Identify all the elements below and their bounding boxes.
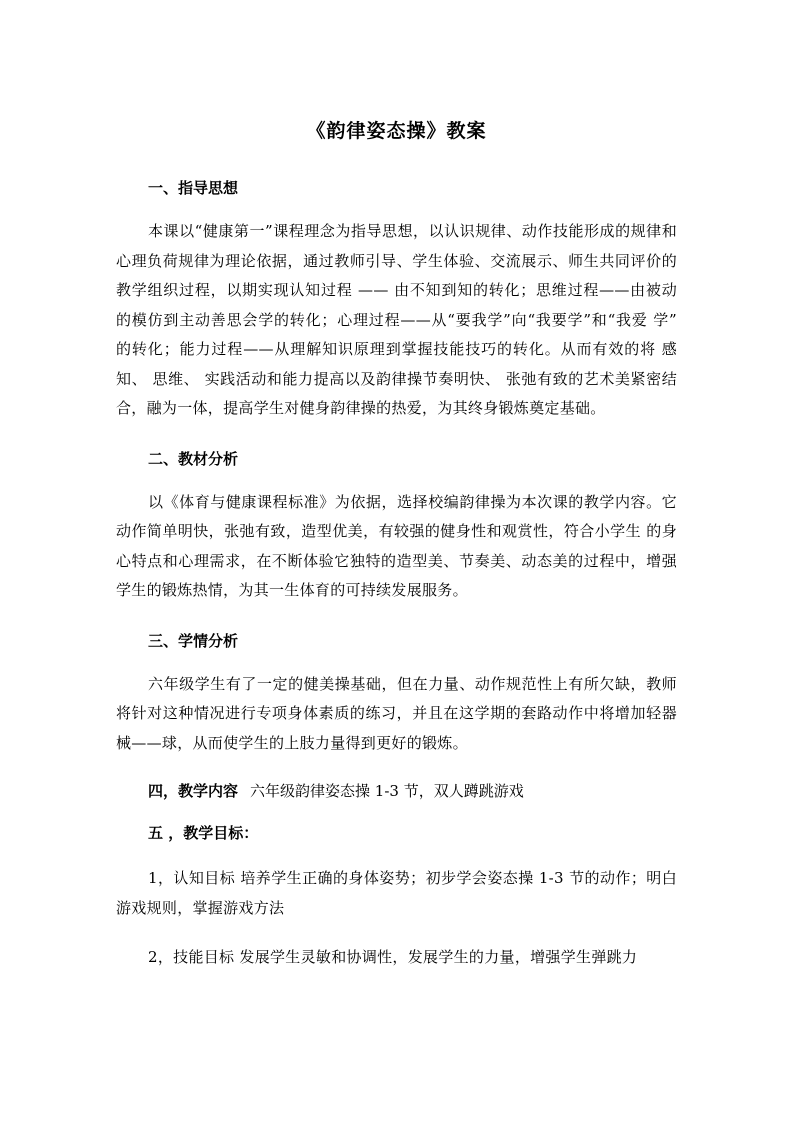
section-body-material-analysis: 以《体育与健康课程标准》为依据，选择校编韵律操为本次课的教学内容。它动作简单明快，张弛有致，造型优美，有较强的健身性和观赏性，符合小学生 的身心特点和心理需求，在不断体验它独特的造型美、节奏美、动态美的过程中，增强学生的锻炼热情，为其一生体育的可持续发展服务。 — [116, 492, 677, 599]
goal-skill: 2，技能目标 发展学生灵敏和协调性，发展学生的力量，增强学生弹跳力 — [148, 948, 638, 966]
section-heading-guiding-ideology: 一、指导思想 — [148, 179, 239, 197]
section-body-guiding-ideology: 本课以“健康第一”课程理念为指导思想，以认识规律、动作技能形成的规律和心理负荷规律为理论依据，通过教师引导、学生体验、交流展示、师生共同评价的教学组织过程，以期实现认知过程 —— 由不知到知的转化；思维过程——由被动 的模仿到主动善思会学的转化；心理过程——从“要我学”向“我要学”和“我爱 学” 的转化；能力过程——从理解知识原理到掌握技能技巧的转化。从而有效的将 感知、 思维、 实践活动和能力提高以及韵律操节奏明快、 张弛有致的艺术美紧密结 合，融为一体，提高学生对健身韵律操的热爱，为其终身锻炼奠定基础。 — [116, 222, 677, 417]
section-value-teaching-content: 六年级韵律姿态操 1-3 节，双人蹲跳游戏 — [250, 782, 524, 800]
section-teaching-content — [116, 780, 677, 802]
section-heading-material-analysis: 二、教材分析 — [148, 449, 239, 468]
section-body-student-analysis: 六年级学生有了一定的健美操基础，但在力量、动作规范性上有所欠缺，教师将针对这种情况进行专项身体素质的练习，并且在这学期的套路动作中将增加轻器械——球，从而使学生的上肢力量得到更好的锻炼。 — [116, 674, 677, 752]
section-heading-student-analysis: 三、学情分析 — [148, 631, 239, 650]
section-heading-teaching-goals: 五 ，教学目标： — [148, 824, 259, 842]
page-title: 《韵律姿态操》教案 — [306, 120, 487, 142]
section-label-teaching-content: 四，教学内容 — [148, 782, 239, 800]
goal-cognitive: 1，认知目标 培养学生正确的身体姿势；初步学会姿态操 1-3 节的动作；明白游戏规则，掌握游戏方法 — [116, 869, 677, 917]
